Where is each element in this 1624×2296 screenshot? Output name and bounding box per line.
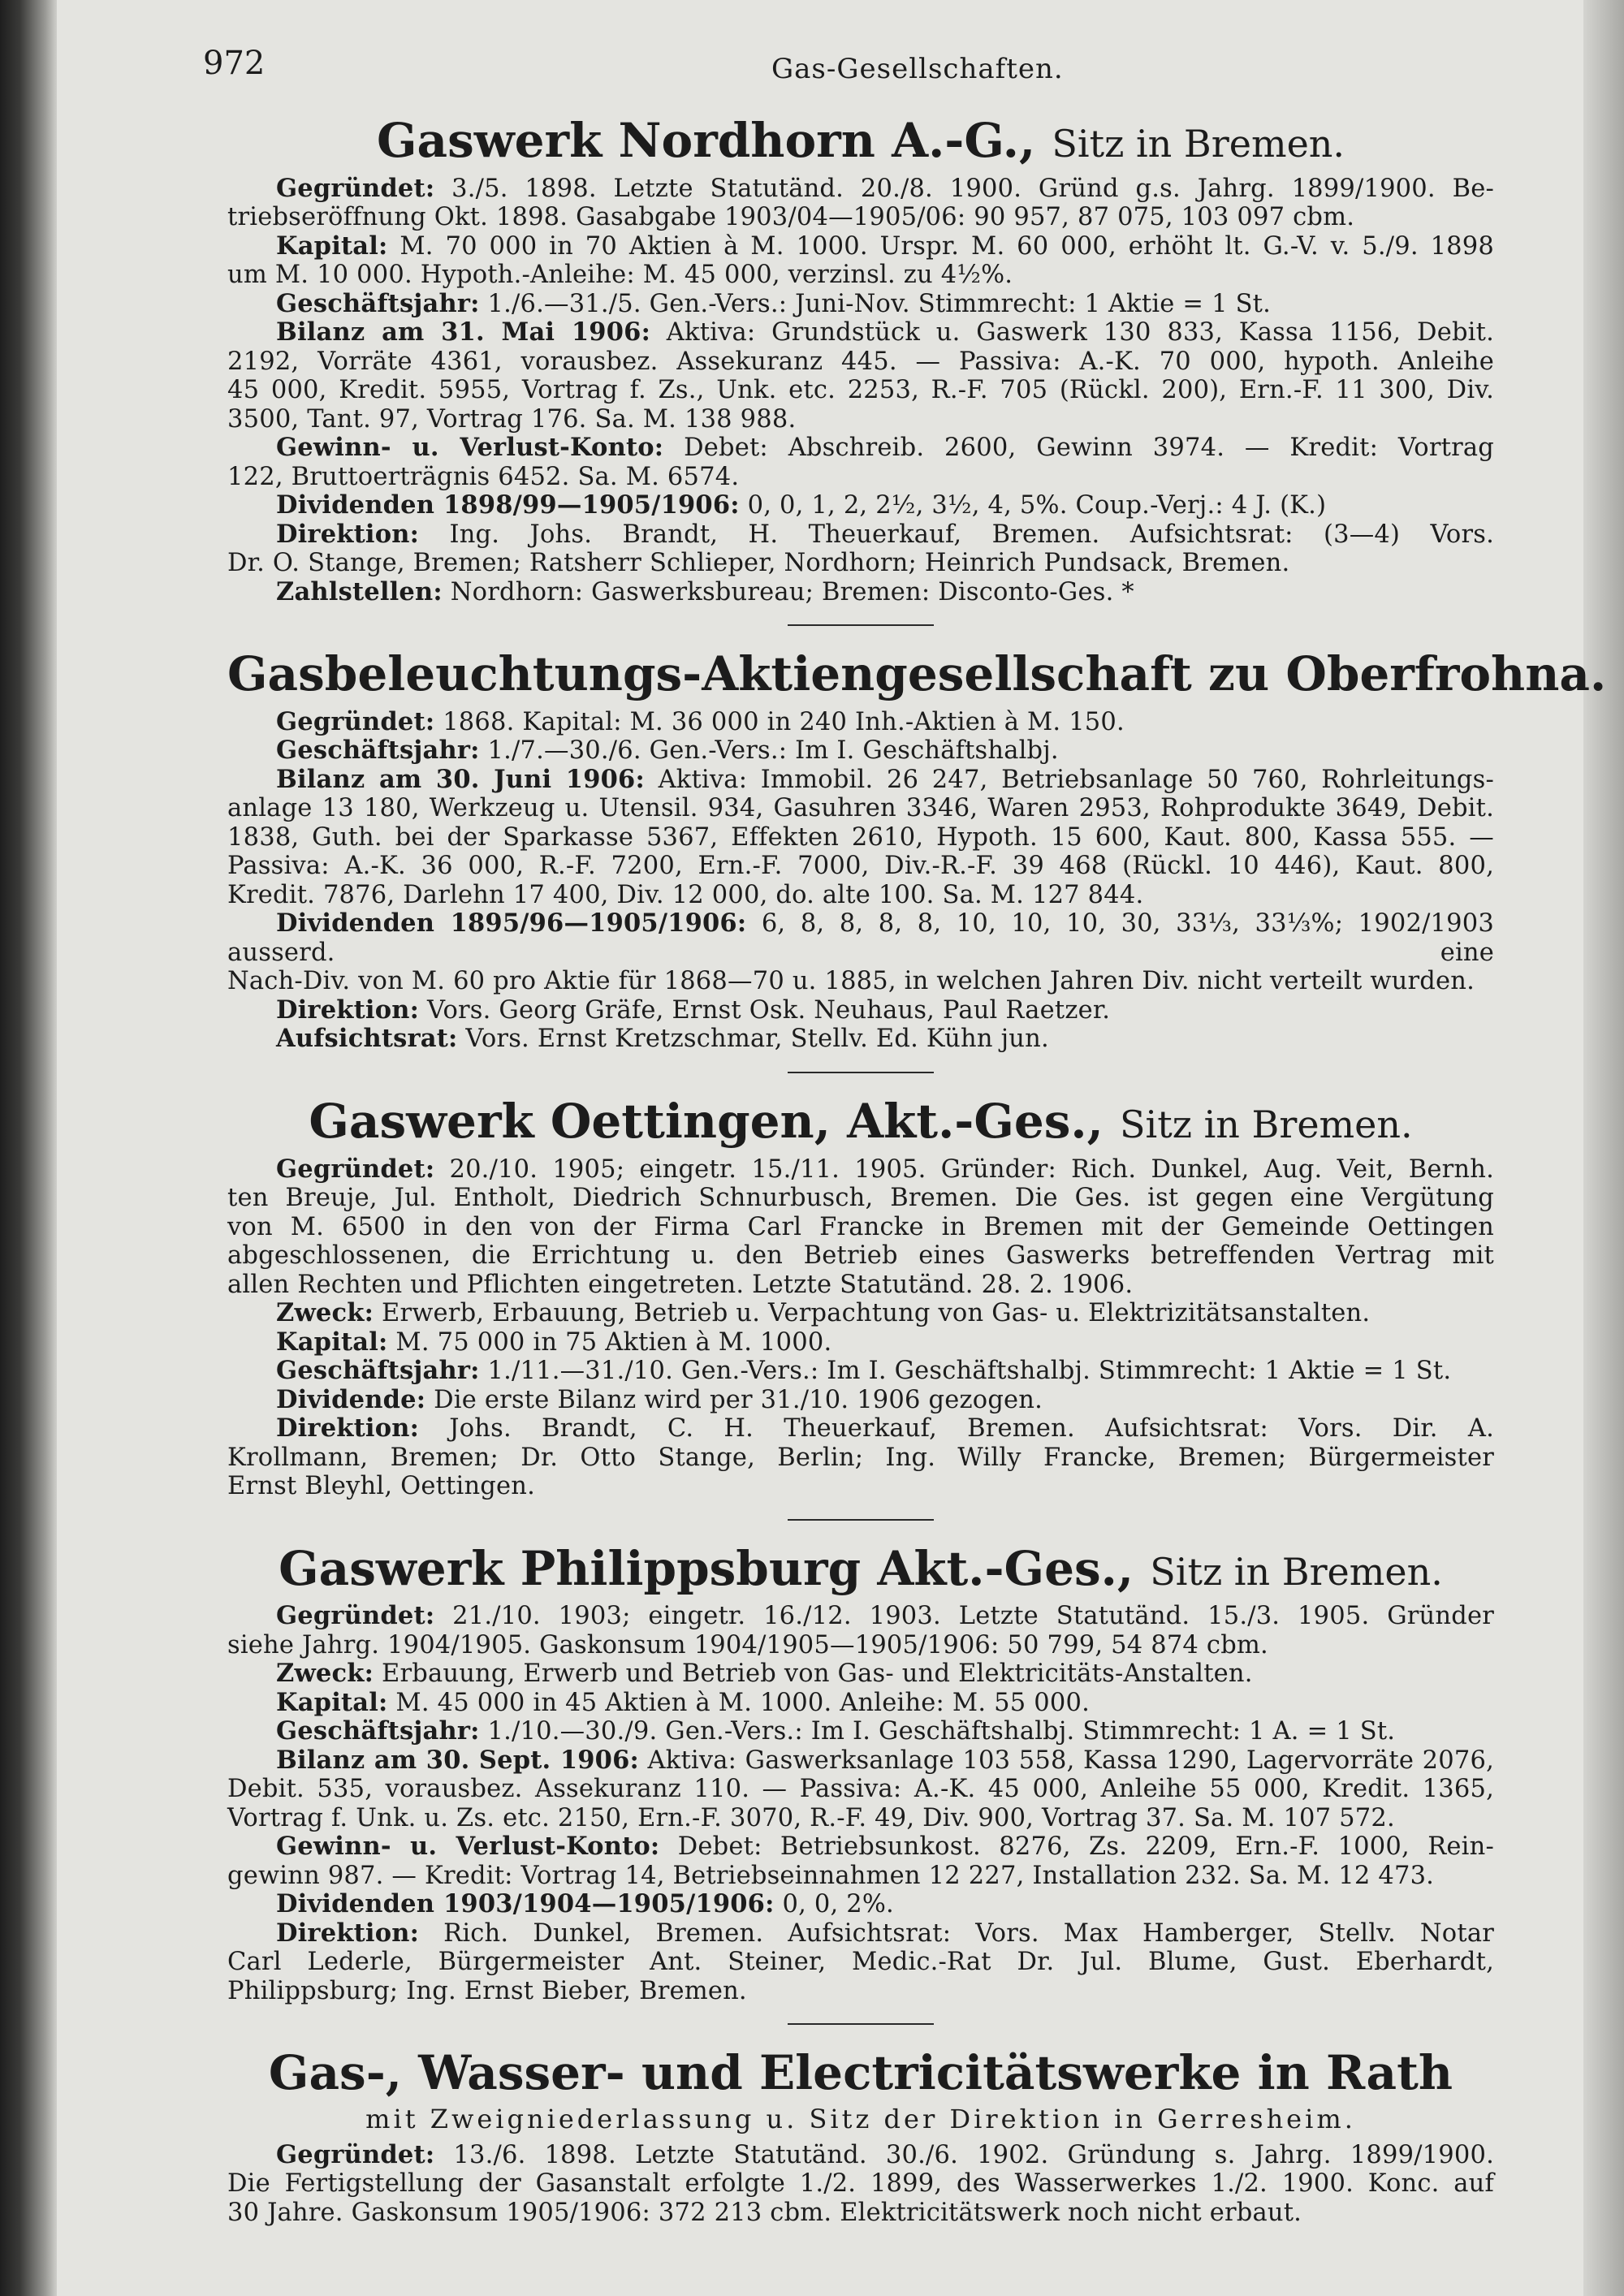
field-label: Kapital: bbox=[276, 231, 388, 261]
entry-line bbox=[227, 1602, 1494, 1631]
field-label: Bilanz am 30. Juni 1906: bbox=[276, 764, 645, 794]
field-label: Dividende: bbox=[276, 1384, 426, 1414]
field-text: 20./10. 1905; eingetr. 15./11. 1905. Gründer: Rich. Dunkel, Aug. Veit, Bernh. bbox=[449, 1154, 1494, 1184]
book-spine-shadow bbox=[0, 0, 57, 2296]
field-text: Carl Lederle, Bürgermeister Ant. Steiner, Medic.-Rat Dr. Jul. Blume, Gust. Eberhardt, bbox=[227, 1948, 1494, 1977]
entry-line bbox=[227, 967, 1494, 996]
entry-line bbox=[227, 434, 1494, 463]
field-text: 3500, Tant. 97, Vortrag 176. Sa. M. 138 988. bbox=[227, 404, 797, 434]
field-label: Direktion: bbox=[276, 1413, 420, 1444]
field-text: Aktiva: Grundstück u. Gaswerk 130 833, Kassa 1156, Debit. bbox=[666, 318, 1494, 347]
field-label: Dividenden 1898/99—1905/1906: bbox=[276, 490, 740, 520]
company-title bbox=[227, 1542, 1494, 1596]
field-text: Ernst Bleyhl, Oettingen. bbox=[227, 1472, 536, 1501]
field-text: Erwerb, Erbauung, Betrieb u. Verpachtung von Gas- u. Elektrizitätsanstalten. bbox=[382, 1299, 1371, 1328]
entry-line bbox=[227, 520, 1494, 550]
field-text: Debet: Betriebsunkost. 8276, Zs. 2209, Ern.-F. 1000, Rein- bbox=[677, 1832, 1494, 1862]
field-text: 30 Jahre. Gaskonsum 1905/1906: 372 213 cbm. Elektricitätswerk noch nicht erbaut. bbox=[227, 2198, 1302, 2227]
field-text: 1./6.—31./5. Gen.-Vers.: Juni-Nov. Stimmrecht: 1 Aktie = 1 St. bbox=[487, 289, 1272, 318]
field-label: Direktion: bbox=[276, 1918, 420, 1948]
field-text: M. 75 000 in 75 Aktien à M. 1000. bbox=[395, 1327, 832, 1357]
field-text: allen Rechten und Pflichten eingetreten. Letzte Statutänd. 28. 2. 1906. bbox=[227, 1270, 1134, 1299]
entry-line bbox=[227, 578, 1494, 607]
entry-line bbox=[227, 1472, 1494, 1501]
field-text: Debet: Abschreib. 2600, Gewinn 3974. — Kredit: Vortrag bbox=[684, 434, 1494, 463]
field-label: Gegründet: bbox=[276, 706, 435, 736]
entry-line bbox=[227, 491, 1494, 520]
entry-line bbox=[227, 1444, 1494, 1473]
field-label: Gegründet: bbox=[276, 1154, 435, 1184]
field-text: Nordhorn: Gaswerksbureau; Bremen: Disconto-Ges. * bbox=[450, 577, 1134, 606]
field-label: Geschäftsjahr: bbox=[276, 1716, 480, 1746]
field-label: Kapital: bbox=[276, 1327, 388, 1357]
entry-line bbox=[227, 852, 1494, 881]
field-text: 1./11.—31./10. Gen.-Vers.: Im I. Geschäftshalbj. Stimmrecht: 1 Aktie = 1 St. bbox=[487, 1357, 1452, 1386]
entry-line bbox=[227, 232, 1494, 261]
entry-line bbox=[227, 347, 1494, 377]
entry-line bbox=[227, 1717, 1494, 1746]
field-label: Direktion: bbox=[276, 519, 420, 549]
field-label: Direktion: bbox=[276, 995, 420, 1025]
entry-line bbox=[227, 1919, 1494, 1949]
entry-line bbox=[227, 1948, 1494, 1977]
entry-line bbox=[227, 708, 1494, 737]
field-label: Zweck: bbox=[276, 1298, 374, 1328]
section-divider bbox=[788, 1072, 934, 1073]
company-title bbox=[227, 2046, 1494, 2100]
running-head: Gas-Gesellschaften. bbox=[771, 53, 1064, 85]
entry-line bbox=[227, 1025, 1494, 1054]
field-label: Gegründet: bbox=[276, 2139, 435, 2169]
field-text: Vors. Georg Gräfe, Ernst Osk. Neuhaus, Paul Raetzer. bbox=[427, 995, 1111, 1025]
field-label: Kapital: bbox=[276, 1687, 388, 1717]
field-text: 13./6. 1898. Letzte Statutänd. 30./6. 1902. Gründung s. Jahrg. 1899/1900. bbox=[453, 2140, 1494, 2169]
entry-line bbox=[227, 203, 1494, 232]
entry-line bbox=[227, 376, 1494, 405]
field-text: Vortrag f. Unk. u. Zs. etc. 2150, Ern.-F. 3070, R.-F. 49, Div. 900, Vortrag 37. Sa. M. 107 572. bbox=[227, 1803, 1395, 1832]
entry-line bbox=[227, 2199, 1494, 2228]
entry-line bbox=[227, 794, 1494, 823]
field-text: 21./10. 1903; eingetr. 16./12. 1903. Letzte Statutänd. 15./3. 1905. Gründer bbox=[452, 1602, 1495, 1631]
field-text: Johs. Brandt, C. H. Theuerkauf, Bremen. Aufsichtsrat: Vors. Dir. A. bbox=[449, 1414, 1494, 1444]
company-seat: Sitz in Bremen. bbox=[1120, 1102, 1413, 1146]
entry-line bbox=[227, 261, 1494, 290]
entry-line bbox=[227, 1631, 1494, 1660]
entry-line bbox=[227, 1299, 1494, 1328]
entry-line bbox=[227, 881, 1494, 910]
entry-line bbox=[227, 1832, 1494, 1862]
entry-line bbox=[227, 1862, 1494, 1891]
entry-line bbox=[227, 1184, 1494, 1213]
entry-line bbox=[227, 290, 1494, 319]
company-title bbox=[227, 114, 1494, 168]
field-text: siehe Jahrg. 1904/1905. Gaskonsum 1904/1905—1905/1906: 50 799, 54 874 cbm. bbox=[227, 1630, 1268, 1659]
field-text: Die erste Bilanz wird per 31./10. 1906 gezogen. bbox=[434, 1385, 1043, 1414]
entry-line bbox=[227, 823, 1494, 852]
field-text: 45 000, Kredit. 5955, Vortrag f. Zs., Unk. etc. 2253, R.-F. 705 (Rückl. 200), Ern.-F. 11 300, Div. bbox=[227, 376, 1494, 405]
field-text: Aktiva: Immobil. 26 247, Betriebsanlage 50 760, Rohrleitungs- bbox=[658, 765, 1494, 794]
company-name: Gaswerk Philippsburg Akt.-Ges., bbox=[279, 1540, 1134, 1596]
field-text: 1868. Kapital: M. 36 000 in 240 Inh.-Aktien à M. 150. bbox=[443, 707, 1125, 736]
company-entry bbox=[227, 1094, 1494, 1501]
entry-line bbox=[227, 1386, 1494, 1415]
field-label: Dividenden 1895/96—1905/1906: bbox=[276, 908, 747, 939]
entry-line bbox=[227, 766, 1494, 795]
field-text: Debit. 535, vorausbez. Assekuranz 110. — Passiva: A.-K. 45 000, Anleihe 55 000, Kredit. 1365, bbox=[227, 1775, 1494, 1804]
entry-line bbox=[227, 318, 1494, 347]
field-text: Vors. Ernst Kretzschmar, Stellv. Ed. Kühn jun. bbox=[465, 1025, 1049, 1054]
field-label: Bilanz am 30. Sept. 1906: bbox=[276, 1745, 639, 1775]
company-entry bbox=[227, 1542, 1494, 2006]
field-label: Gegründet: bbox=[276, 1601, 435, 1631]
field-label: Zahlstellen: bbox=[276, 576, 443, 606]
entry-line bbox=[227, 1414, 1494, 1444]
company-seat: Sitz in Bremen. bbox=[1052, 122, 1345, 166]
field-text: triebseröffnung Okt. 1898. Gasabgabe 1903/04—1905/06: 90 957, 87 075, 103 097 cbm. bbox=[227, 203, 1355, 232]
company-title bbox=[227, 646, 1607, 702]
field-text: Krollmann, Bremen; Dr. Otto Stange, Berlin; Ing. Willy Francke, Bremen; Bürgermeister bbox=[227, 1443, 1494, 1472]
field-text: um M. 10 000. Hypoth.-Anleihe: M. 45 000, verzinsl. zu 4½%. bbox=[227, 261, 1013, 290]
field-text: 0, 0, 1, 2, 2½, 3½, 4, 5%. Coup.-Verj.: 4 J. (K.) bbox=[747, 491, 1327, 520]
field-text: Ing. Johs. Brandt, H. Theuerkauf, Bremen. Aufsichtsrat: (3—4) Vors. bbox=[449, 520, 1494, 549]
entry-line bbox=[227, 996, 1494, 1025]
field-text: 0, 0, 2%. bbox=[782, 1890, 894, 1919]
field-text: 3./5. 1898. Letzte Statutänd. 20./8. 1900. Gründ g.s. Jahrg. 1899/1900. Be- bbox=[451, 174, 1494, 203]
entry-line bbox=[227, 2169, 1494, 2199]
field-text: Die Fertigstellung der Gasanstalt erfolgte 1./2. 1899, des Wasserwerkes 1./2. 1900. Konc. auf bbox=[227, 2169, 1494, 2199]
company-entry bbox=[227, 114, 1494, 606]
entry-line bbox=[227, 1241, 1494, 1271]
field-text: anlage 13 180, Werkzeug u. Utensil. 934, Gasuhren 3346, Waren 2953, Rohprodukte 3649, Debit. bbox=[227, 794, 1494, 823]
field-text: Nach-Div. von M. 60 pro Aktie für 1868—70 u. 1885, in welchen Jahren Div. nicht verteilt wurden. bbox=[227, 967, 1475, 996]
entry-line bbox=[227, 1977, 1494, 2006]
field-text: 122, Bruttoerträgnis 6452. Sa. M. 6574. bbox=[227, 462, 740, 491]
company-subtitle: mit Zweigniederlassung u. Sitz der Direktion in Gerresheim. bbox=[365, 2103, 1356, 2134]
section-divider bbox=[788, 624, 934, 626]
company-name: Gaswerk Nordhorn A.-G., bbox=[376, 113, 1036, 168]
section-divider bbox=[788, 1519, 934, 1521]
entry-line bbox=[227, 2141, 1494, 2170]
field-label: Bilanz am 31. Mai 1906: bbox=[276, 317, 651, 347]
entry-line bbox=[227, 1271, 1494, 1300]
field-text: Rich. Dunkel, Bremen. Aufsichtsrat: Vors. Max Hamberger, Stellv. Notar bbox=[443, 1918, 1494, 1948]
page-edge bbox=[1583, 0, 1624, 2296]
company-entry bbox=[227, 2046, 1494, 2227]
entry-line bbox=[227, 1357, 1494, 1386]
field-label: Gegründet: bbox=[276, 173, 435, 203]
entry-line bbox=[227, 1689, 1494, 1718]
company-entry bbox=[227, 646, 1607, 1054]
entry-line bbox=[227, 1775, 1494, 1804]
field-text: 1838, Guth. bei der Sparkasse 5367, Effekten 2610, Hypoth. 15 600, Kaut. 800, Kassa 555. — bbox=[227, 822, 1494, 852]
page-content bbox=[227, 113, 1607, 2227]
section-divider bbox=[788, 2023, 934, 2025]
company-name: Gasbeleuchtungs-Aktiengesellschaft zu Oberfrohna. bbox=[227, 646, 1607, 702]
field-text: Erbauung, Erwerb und Betrieb von Gas- und Elektricitäts-Anstalten. bbox=[382, 1659, 1253, 1689]
field-label: Aufsichtsrat: bbox=[276, 1024, 458, 1054]
field-text: ten Breuje, Jul. Entholt, Diedrich Schnurbusch, Bremen. Die Ges. ist gegen eine Vergütung bbox=[227, 1184, 1494, 1213]
field-label: Gewinn- u. Verlust-Konto: bbox=[276, 1832, 660, 1862]
field-text: Aktiva: Gaswerksanlage 103 558, Kassa 1290, Lagervorräte 2076, bbox=[647, 1746, 1494, 1775]
field-text: 1./7.—30./6. Gen.-Vers.: Im I. Geschäftshalbj. bbox=[487, 736, 1059, 766]
company-name: Gas-, Wasser- und Electricitätswerke in Rath bbox=[268, 2045, 1453, 2101]
entry-line bbox=[227, 1890, 1494, 1919]
field-label: Geschäftsjahr: bbox=[276, 736, 480, 766]
field-text: von M. 6500 in den von der Firma Carl Francke in Bremen mit der Gemeinde Oettingen bbox=[227, 1212, 1494, 1241]
entry-line bbox=[227, 1659, 1494, 1689]
field-label: Gewinn- u. Verlust-Konto: bbox=[276, 433, 664, 463]
field-text: M. 70 000 in 70 Aktien à M. 1000. Urspr. M. 60 000, erhöht lt. G.-V. v. 5./9. 1898 bbox=[400, 231, 1495, 261]
field-text: Kredit. 7876, Darlehn 17 400, Div. 12 000, do. alte 100. Sa. M. 127 844. bbox=[227, 880, 1144, 909]
field-text: M. 45 000 in 45 Aktien à M. 1000. Anleihe: M. 55 000. bbox=[395, 1688, 1090, 1717]
field-text: 1./10.—30./9. Gen.-Vers.: Im I. Geschäftshalbj. Stimmrecht: 1 A. = 1 St. bbox=[487, 1717, 1396, 1746]
entry-line bbox=[227, 909, 1494, 967]
page-header bbox=[203, 45, 1502, 93]
field-label: Geschäftsjahr: bbox=[276, 288, 480, 318]
field-label: Geschäftsjahr: bbox=[276, 1356, 480, 1386]
entry-line bbox=[227, 405, 1494, 434]
entry-line bbox=[227, 1155, 1494, 1185]
field-text: abgeschlossenen, die Errichtung u. den Betrieb eines Gaswerks betreffenden Vertrag mit bbox=[227, 1241, 1494, 1271]
entry-line bbox=[227, 463, 1494, 492]
field-text: 6, 8, 8, 8, 8, 10, 10, 10, 30, 33⅓, 33⅓%; 1902/1903 ausserd. eine bbox=[227, 909, 1494, 967]
entry-line bbox=[227, 175, 1494, 204]
entry-line bbox=[227, 736, 1494, 766]
field-text: gewinn 987. — Kredit: Vortrag 14, Betriebseinnahmen 12 227, Installation 232. Sa. M. 12 473. bbox=[227, 1861, 1435, 1890]
company-name: Gaswerk Oettingen, Akt.-Ges., bbox=[309, 1093, 1104, 1149]
entry-line bbox=[227, 1328, 1494, 1357]
entry-line bbox=[227, 1804, 1494, 1833]
page-number: 972 bbox=[203, 45, 266, 82]
entry-line bbox=[227, 549, 1494, 578]
entry-line bbox=[227, 1746, 1494, 1776]
company-title bbox=[227, 1094, 1494, 1149]
field-text: 2192, Vorräte 4361, vorausbez. Assekuranz 445. — Passiva: A.-K. 70 000, hypoth. Anleihe bbox=[227, 347, 1494, 376]
field-label: Dividenden 1903/1904—1905/1906: bbox=[276, 1889, 775, 1919]
entry-line bbox=[227, 1213, 1494, 1242]
field-text: Philippsburg; Ing. Ernst Bieber, Bremen. bbox=[227, 1976, 747, 2005]
field-text: Passiva: A.-K. 36 000, R.-F. 7200, Ern.-F. 7000, Div.-R.-F. 39 468 (Rückl. 10 446), Kaut. 800, bbox=[227, 852, 1494, 881]
field-label: Zweck: bbox=[276, 1659, 374, 1689]
field-text: Dr. O. Stange, Bremen; Ratsherr Schlieper, Nordhorn; Heinrich Pundsack, Bremen. bbox=[227, 549, 1290, 578]
company-seat: Sitz in Bremen. bbox=[1150, 1549, 1443, 1594]
